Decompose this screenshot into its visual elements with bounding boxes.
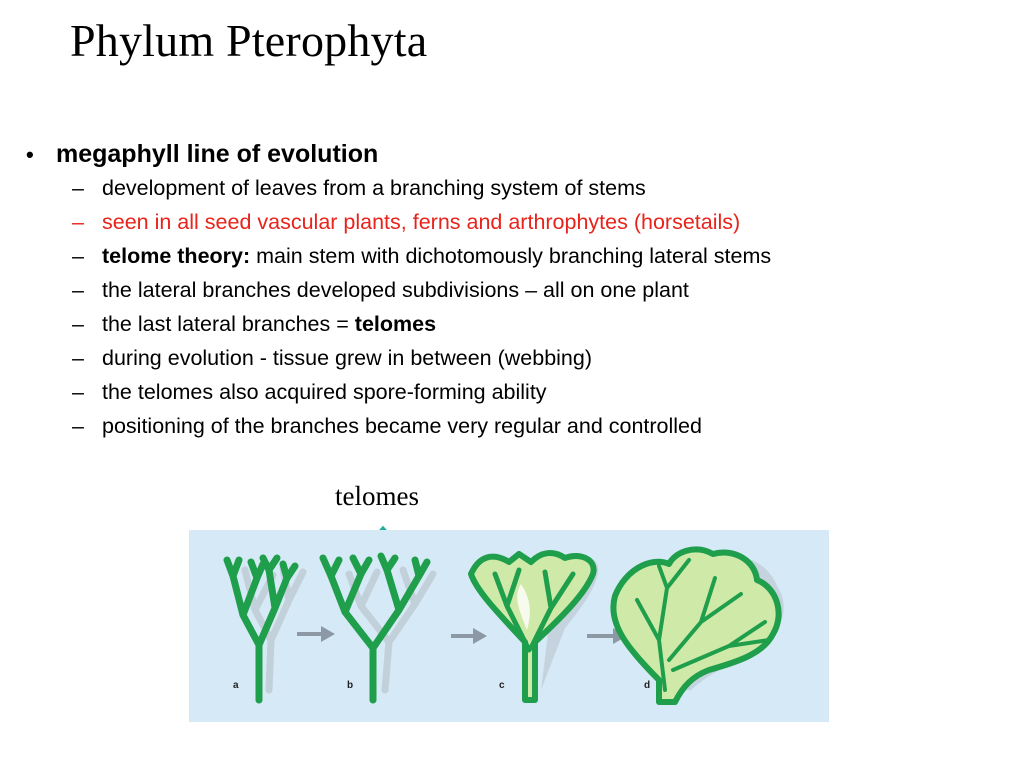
sub-item-4 [72,278,771,312]
panel-b-branching-stems [323,556,433,700]
panel-d-megaphyll-leaf [613,549,783,702]
dash-marker: – [72,244,84,268]
panel-letter-d: d [644,680,651,691]
sub-item-2 [72,210,771,244]
sub-item-text: development of leaves from a branching system of stems [102,176,646,200]
sub-item-1 [72,176,771,210]
sub-item-bold: telome theory: [102,244,251,268]
sub-item-5 [72,312,771,346]
panel-letter-a: a [233,680,239,691]
telome-evolution-figure [189,530,829,722]
sub-item-3 [72,244,771,278]
sub-bullet-list [72,176,771,448]
dash-marker: – [72,414,84,438]
panel-letter-c: c [499,680,505,691]
sub-item-text: during evolution - tissue grew in between (webbing) [102,346,592,370]
main-bullet-text: megaphyll line of evolution [56,140,379,168]
panel-c-webbed-branches [471,553,598,700]
panel-letter-b: b [347,680,354,691]
sub-item-6 [72,346,771,380]
process-arrow-icon [297,626,335,642]
sub-item-text: seen in all seed vascular plants, ferns and arthrophytes (horsetails) [102,210,741,234]
sub-item-text: the last lateral branches = [102,312,355,336]
sub-item-8 [72,414,771,448]
sub-item-bold: telomes [354,312,437,336]
process-arrow-icon [451,628,487,644]
sub-item-7 [72,380,771,414]
bullet-marker: • [26,142,34,167]
panel-a-branching-stems [227,558,303,700]
sub-item-text: main stem with dichotomously branching lateral stems [250,244,772,268]
dash-marker: – [72,312,84,336]
sub-item-text: the telomes also acquired spore-forming ability [102,380,547,404]
dash-marker: – [72,278,84,302]
figure-illustration [189,530,829,722]
slide-title: Phylum Pterophyta [70,15,428,66]
sub-item-text: positioning of the branches became very regular and controlled [102,414,702,438]
dash-marker: – [72,346,84,370]
main-bullet [26,140,378,169]
dash-marker: – [72,176,84,200]
telomes-label: telomes [335,481,419,511]
dash-marker: – [72,380,84,404]
dash-marker: – [72,210,84,234]
sub-item-text: the lateral branches developed subdivisions – all on one plant [102,278,689,302]
